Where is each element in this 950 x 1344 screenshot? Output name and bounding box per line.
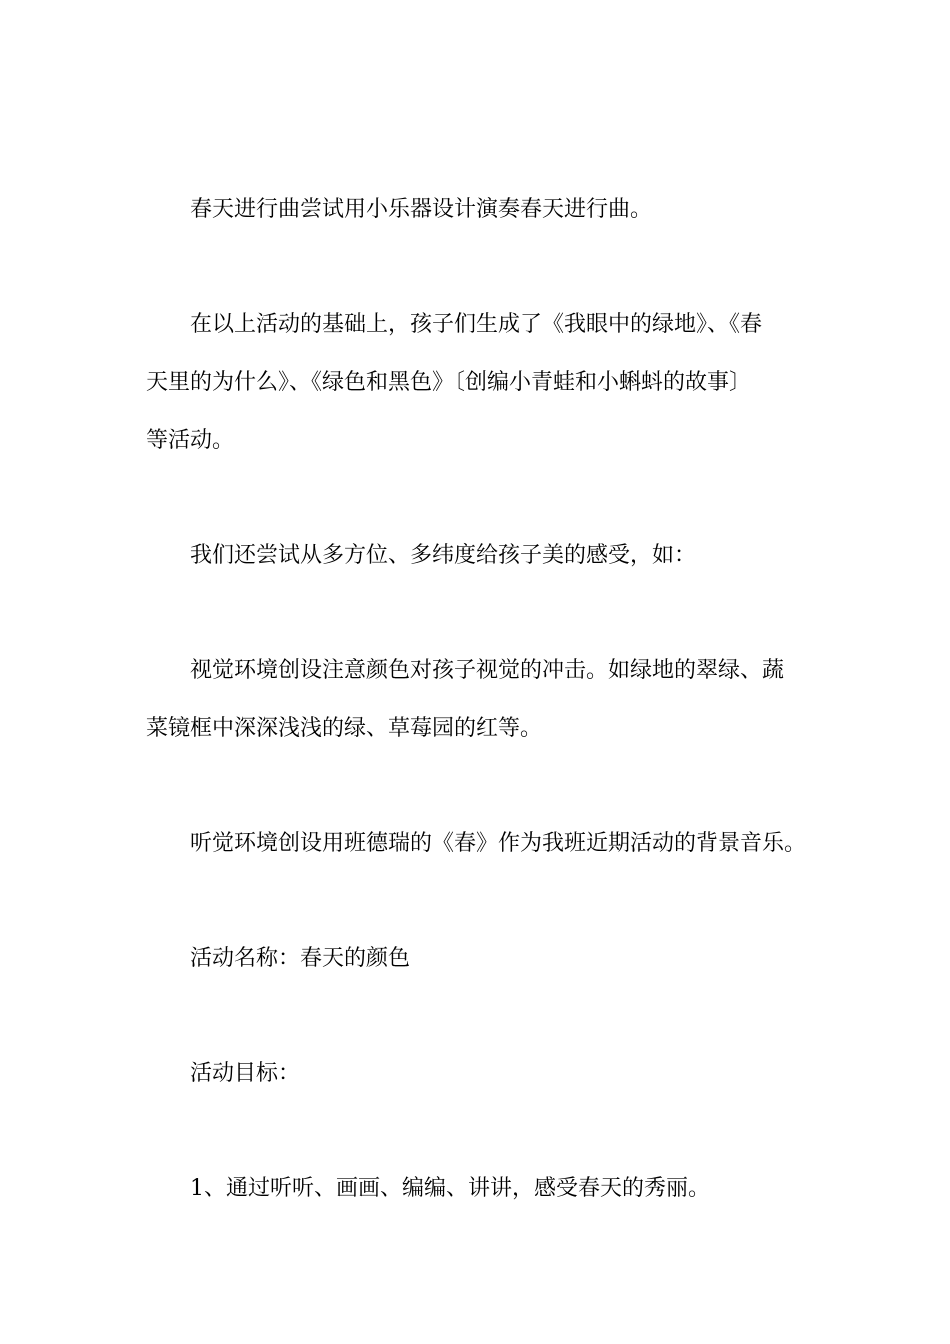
text-line: 春天进行曲尝试用小乐器设计演奏春天进行曲。: [190, 197, 653, 222]
text-line: 1、通过听听、画画、编编、讲讲，感受春天的秀丽。: [190, 1176, 710, 1201]
paragraph-activity-goals-heading: [146, 1045, 814, 1103]
text-line: 在以上活动的基础上，孩子们生成了《我眼中的绿地》、《春: [190, 312, 763, 337]
text-line: 视觉环境创设注意颜色对孩子视觉的冲击。如绿地的翠绿、蔬: [190, 658, 785, 683]
paragraph-visual-environment: [146, 642, 814, 758]
paragraph-activity-name: [146, 930, 814, 988]
text-line: 菜镜框中深深浅浅的绿、草莓园的红等。: [146, 716, 543, 741]
text-line: 天里的为什么》、《绿色和黑色》〔创编小青蛙和小蝌蚪的故事〕: [146, 370, 752, 395]
text-line: 等活动。: [146, 428, 235, 453]
text-line: 活动目标：: [190, 1061, 301, 1086]
text-line: 活动名称：春天的颜色: [190, 946, 411, 971]
paragraph-goal-1: [146, 1160, 814, 1218]
paragraph-beauty-feeling: [146, 527, 814, 585]
text-line: 我们还尝试从多方位、多纬度给孩子美的感受，如：: [190, 543, 697, 568]
paragraph-spring-march: [146, 181, 814, 239]
paragraph-auditory-environment: [146, 815, 814, 873]
paragraph-activities-generated: [146, 296, 814, 470]
text-line: 听觉环境创设用班德瑞的《春》作为我班近期活动的背景音乐。: [190, 831, 807, 856]
